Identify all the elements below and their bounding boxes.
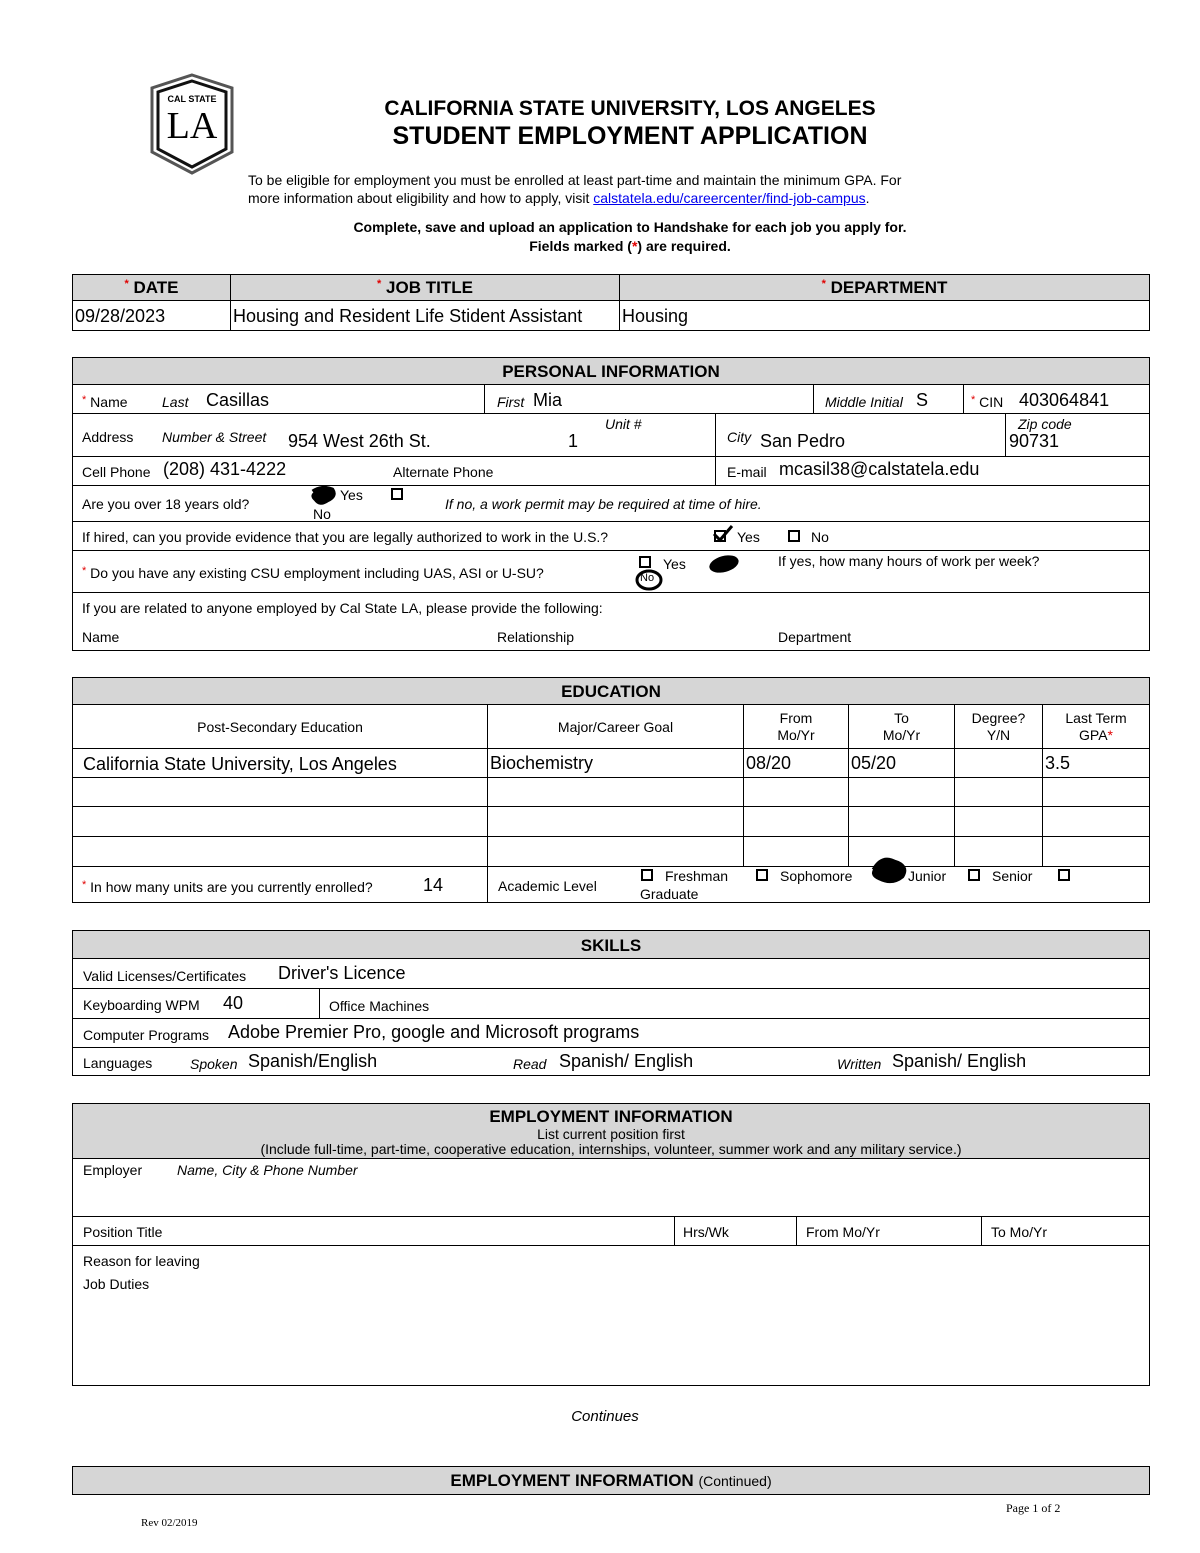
authorized-no-label: No [811, 529, 829, 545]
revision-date: Rev 02/2019 [141, 1517, 198, 1529]
instruction-text: Complete, save and upload an application to Handshake for each job you apply for. [353, 219, 907, 235]
read-label: Read [513, 1056, 547, 1072]
csu-question: * Do you have any existing CSU employment including UAS, ASI or U-SU? [82, 565, 544, 581]
first-label: First [497, 394, 525, 410]
date-field[interactable]: 09/28/2023 [75, 306, 166, 326]
intro-line2-prefix: more information about eligibility and how to apply, visit [248, 190, 594, 206]
city-field[interactable]: San Pedro [760, 431, 846, 451]
edu-gpa-field[interactable]: 3.5 [1045, 753, 1071, 773]
intro-text [248, 171, 1008, 207]
city-label: City [727, 429, 752, 445]
wpm-field[interactable]: 40 [223, 993, 244, 1013]
form-title: STUDENT EMPLOYMENT APPLICATION [392, 122, 868, 150]
middle-initial-label: Middle Initial [825, 394, 903, 410]
related-note: If you are related to anyone employed by Cal State LA, please provide the following: [82, 600, 603, 616]
required-note [240, 238, 1020, 254]
senior-checkbox[interactable] [968, 869, 980, 881]
written-field[interactable]: Spanish/ English [892, 1051, 1027, 1071]
over18-yes-scribble[interactable] [310, 486, 336, 506]
email-field[interactable]: mcasil38@calstatela.edu [779, 459, 980, 479]
date-header: * DATE [124, 278, 179, 297]
job-duties-label: Job Duties [83, 1276, 150, 1292]
intro-line2 [248, 189, 1008, 207]
sophomore-checkbox[interactable] [756, 869, 768, 881]
employment-continued-header [73, 1467, 1149, 1494]
unit-label: Unit # [605, 416, 642, 432]
work-permit-note: If no, a work permit may be required at time of hire. [445, 496, 762, 512]
intro-line1: To be eligible for employment you must be enrolled at least part-time and maintain the minimum GPA. For [248, 172, 902, 188]
required-note-suffix: ) are required. [637, 238, 731, 254]
employer-label: Employer [83, 1162, 143, 1178]
zip-field[interactable]: 90731 [1009, 431, 1060, 451]
alternate-phone-label: Alternate Phone [393, 464, 494, 480]
graduate-checkbox[interactable] [1058, 869, 1070, 881]
employment-title: EMPLOYMENT INFORMATION [489, 1107, 733, 1126]
spoken-label: Spoken [190, 1056, 238, 1072]
over18-question: Are you over 18 years old? [82, 496, 250, 512]
street-field[interactable]: 954 West 26th St. [288, 431, 431, 451]
university-name: CALIFORNIA STATE UNIVERSITY, LOS ANGELES [384, 97, 876, 120]
cell-phone-label: Cell Phone [82, 464, 151, 480]
graduate-label: Graduate [640, 886, 699, 902]
licenses-label: Valid Licenses/Certificates [83, 968, 247, 984]
cell-phone-field[interactable]: (208) 431-4222 [163, 459, 287, 479]
col-gpa: Last Term GPA* [1065, 710, 1127, 743]
hours-question: If yes, how many hours of work per week? [778, 553, 1040, 569]
edu-major-field[interactable]: Biochemistry [490, 753, 594, 773]
employment-subtitle: List current position first [537, 1126, 685, 1142]
unit-field[interactable]: 1 [568, 431, 579, 451]
edu-school-field[interactable]: California State University, Los Angeles [83, 754, 397, 774]
over18-no-label: No [313, 506, 331, 522]
intro-line2-suffix: . [865, 190, 870, 206]
written-label: Written [837, 1056, 882, 1072]
csu-no-label: No [640, 572, 655, 584]
computer-programs-label: Computer Programs [83, 1027, 210, 1043]
job-title-field[interactable]: Housing and Resident Life Stident Assistant [233, 306, 583, 326]
employment-continued-title: EMPLOYMENT INFORMATION [450, 1471, 694, 1490]
from-date-label: From Mo/Yr [806, 1224, 880, 1240]
read-field[interactable]: Spanish/ English [559, 1051, 694, 1071]
edu-to-field[interactable]: 05/20 [851, 753, 897, 773]
skills-title: SKILLS [73, 931, 1149, 958]
related-name-label: Name [82, 629, 120, 645]
required-star: * [631, 238, 638, 254]
last-label: Last [162, 394, 189, 410]
department-header: * DEPARTMENT [821, 278, 948, 297]
logo-main-text: LA [166, 105, 218, 147]
over18-yes-label: Yes [340, 487, 363, 503]
col-major: Major/Career Goal [557, 719, 674, 735]
spoken-field[interactable]: Spanish/English [248, 1051, 378, 1071]
last-name-field[interactable]: Casillas [206, 390, 270, 410]
junior-label: Junior [908, 868, 947, 884]
related-relationship-label: Relationship [497, 629, 575, 645]
street-label: Number & Street [162, 429, 267, 445]
logo-top-text: CAL STATE [167, 94, 217, 104]
junior-scribble-icon [868, 854, 912, 884]
freshman-label: Freshman [665, 868, 729, 884]
col-post-secondary: Post-Secondary Education [197, 719, 363, 735]
academic-level-label: Academic Level [498, 878, 597, 894]
computer-programs-field[interactable]: Adobe Premier Pro, google and Microsoft programs [228, 1022, 640, 1042]
education-title: EDUCATION [73, 678, 1149, 704]
scribble-mark-icon [706, 552, 742, 576]
employer-hint: Name, City & Phone Number [177, 1162, 358, 1178]
required-note-prefix: Fields marked ( [529, 238, 632, 254]
authorized-question: If hired, can you provide evidence that you are legally authorized to work in the U.S.? [82, 529, 609, 545]
department-field[interactable]: Housing [622, 306, 689, 326]
address-label: Address [82, 429, 134, 445]
col-from: From Mo/Yr [777, 710, 815, 743]
sophomore-label: Sophomore [780, 868, 853, 884]
licenses-field[interactable]: Driver's Licence [278, 963, 406, 983]
related-department-label: Department [778, 629, 852, 645]
hours-per-week-label: Hrs/Wk [683, 1224, 729, 1240]
authorized-no-checkbox[interactable] [788, 530, 800, 542]
check-mark-icon [712, 524, 734, 544]
name-label: * Name [82, 394, 128, 410]
edu-from-field[interactable]: 08/20 [746, 753, 792, 773]
senior-label: Senior [992, 868, 1033, 884]
middle-initial-field[interactable]: S [916, 390, 929, 410]
units-question: * In how many units are you currently enrolled? [82, 879, 373, 895]
col-to: To Mo/Yr [882, 710, 921, 743]
freshman-checkbox[interactable] [641, 869, 653, 881]
email-label: E-mail [727, 464, 767, 480]
continues-text: Continues [571, 1408, 639, 1425]
cin-label: * CIN [971, 394, 1004, 410]
wpm-label: Keyboarding WPM [83, 997, 200, 1013]
units-field[interactable]: 14 [423, 875, 444, 895]
languages-label: Languages [83, 1055, 153, 1071]
cal-state-la-logo [148, 72, 236, 176]
csu-yes-label: Yes [663, 556, 686, 572]
employment-continued-suffix: (Continued) [698, 1473, 772, 1489]
col-degree: Degree? Y/N [971, 710, 1026, 743]
reason-for-leaving-label: Reason for leaving [83, 1253, 200, 1269]
to-date-label: To Mo/Yr [991, 1224, 1048, 1240]
zip-label: Zip code [1018, 416, 1072, 432]
cin-field[interactable]: 403064841 [1019, 390, 1110, 410]
authorized-yes-label: Yes [737, 529, 760, 545]
csu-yes-checkbox[interactable] [639, 556, 651, 568]
first-name-field[interactable]: Mia [533, 390, 563, 410]
job-title-header: * JOB TITLE [377, 278, 473, 297]
page-number: Page 1 of 2 [1006, 1501, 1061, 1515]
over18-no-checkbox[interactable] [391, 488, 403, 500]
position-title-label: Position Title [83, 1224, 163, 1240]
personal-info-title: PERSONAL INFORMATION [73, 358, 1149, 384]
office-machines-label: Office Machines [329, 998, 430, 1014]
career-center-link[interactable]: calstatela.edu/careercenter/find-job-campus [593, 190, 866, 206]
employment-note: (Include full-time, part-time, cooperative education, internships, volunteer, summer work and any military service.) [260, 1141, 962, 1157]
